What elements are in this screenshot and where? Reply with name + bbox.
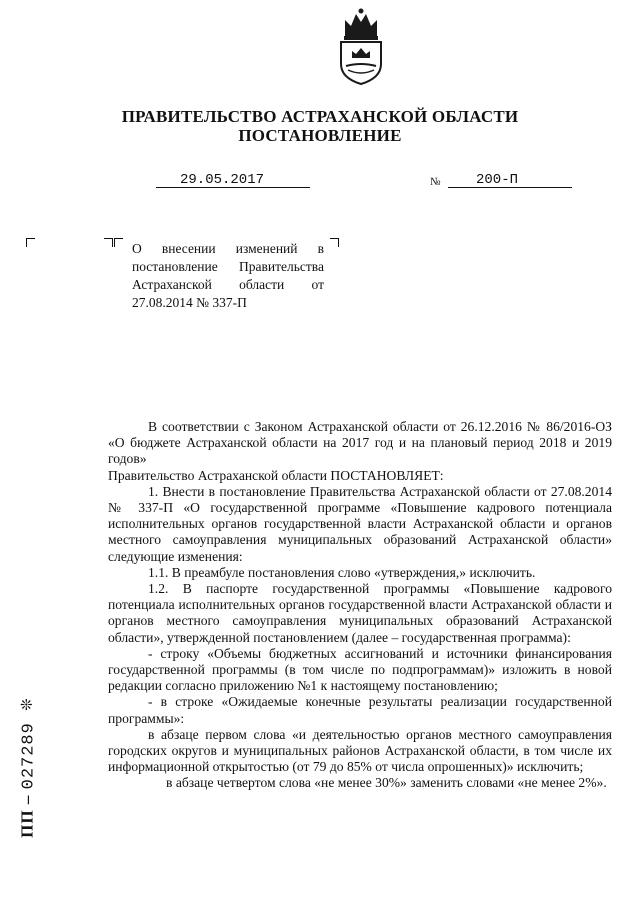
number-sign: № (430, 176, 441, 188)
serial-stamp (6, 690, 50, 870)
paragraph-item-1-1: 1.1. В преамбуле постановления слово «утверждения,» исключить. (148, 564, 536, 580)
corner-mark (114, 238, 123, 247)
star-icon: ❊ (20, 698, 33, 714)
paragraph-fourth-clause: в абзаце четвертом слова «не менее 30%» заменить словами «не менее 2%». (166, 775, 607, 791)
document-date: 29.05.2017 (180, 172, 265, 188)
corner-mark (104, 238, 113, 247)
stamp-prefix: ПП – (17, 794, 37, 838)
paragraph-results-row: - в строке «Ожидаемые конечные результаты реализации государственной программы»: (108, 694, 612, 726)
corner-mark (26, 238, 35, 247)
paragraph-first-clause: в абзаце первом слова «и деятельностью органов местного самоуправления городских округов и муниципальных районов Астраханской области, в том числе их информационной открытостью (от 79 до 85% от числа опрошенных)» исключить; (108, 726, 612, 775)
stamp-serial: 027289 (19, 722, 39, 790)
paragraph-item-1-2: 1.2. В паспорте государственной программы «Повышение кадрового потенциала исполнительных органов государственной власти Астраханской области и органов местного самоуправления муниципальных образований Астраханской области», утвержденной постановлением (далее – государственная программа): (108, 581, 612, 645)
corner-mark (330, 238, 339, 247)
paragraph-resolves: Правительство Астраханской области ПОСТАНОВЛЯЕТ: (108, 467, 444, 483)
document-body (108, 419, 612, 792)
paragraph-budget-row: - строку «Объемы бюджетных ассигнований и источники финансирования государственной программы (в том числе по подпрограммам)» изложить в новой редакции согласно приложению №1 к настоящему постановлению; (108, 645, 612, 694)
document-subject: О внесении изменений в постановление Правительства Астраханской области от 27.08.2014 № 337-П (132, 241, 324, 310)
document-type: ПОСТАНОВЛЕНИЕ (238, 126, 402, 145)
stamp-text (18, 722, 39, 838)
paragraph-item-1: 1. Внести в постановление Правительства Астраханской области от 27.08.2014 № 337-П «О государственной программе «Повышение кадрового потенциала исполнительных органов государственной власти Астраханской области и органов местного самоуправления муниципальных образований Астраханской области» следующие изменения: (108, 483, 612, 564)
document-number: 200-П (476, 172, 519, 188)
government-title: ПРАВИТЕЛЬСТВО АСТРАХАНСКОЙ ОБЛАСТИ (121, 107, 519, 126)
coat-of-arms-icon (336, 6, 386, 86)
paragraph-preamble: В соответствии с Законом Астраханской области от 26.12.2016 № 86/2016-ОЗ «О бюджете Астраханской области на 2017 год и на плановый период 2018 и 2019 годов» (108, 419, 612, 467)
